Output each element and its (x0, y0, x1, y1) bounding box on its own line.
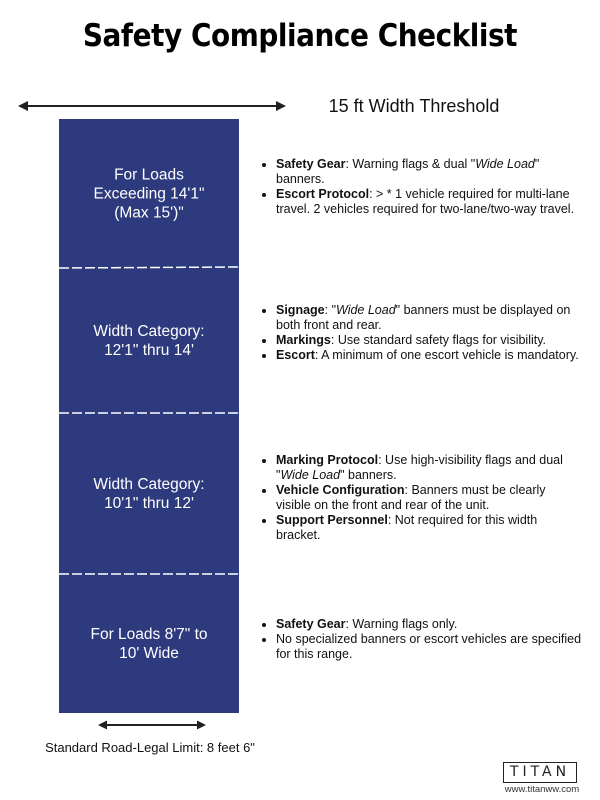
tier-segment-2 (59, 269, 239, 413)
requirement-item: • Escort Protocol: > * 1 vehicle required for multi-lane travel. 2 vehicles required for two-lane/two-way travel. (276, 187, 582, 217)
page-title: Safety Compliance Checklist (82, 18, 518, 54)
requirement-item: • Markings: Use standard safety flags for visibility. (276, 333, 582, 348)
tier-requirements-3 (262, 453, 582, 543)
titan-logo: TITAN (503, 762, 577, 783)
width-threshold-label: 15 ft Width Threshold (328, 96, 500, 116)
requirement-item: • Escort: A minimum of one escort vehicle is mandatory. (276, 348, 582, 363)
tier-requirements-2 (262, 303, 582, 363)
tier-label-4: For Loads 8'7" to 10' Wide (90, 625, 208, 662)
legal-limit-label: Standard Road-Legal Limit: 8 feet 6" (45, 740, 255, 755)
width-tier-column (59, 119, 239, 713)
tier-label-2: Width Category: 12'1" thru 14' (93, 323, 205, 359)
tier-requirements-1 (262, 157, 582, 217)
website-url[interactable]: www.titanww.com (504, 784, 580, 795)
requirement-item: • Support Personnel: Not required for this width bracket. (276, 513, 582, 543)
tier-segment-1 (59, 119, 239, 269)
legal-limit-arrow (98, 718, 206, 732)
requirement-item: • Signage: "Wide Load" banners must be displayed on both front and rear. (276, 303, 582, 333)
requirement-item: • Marking Protocol: Use high-visibility flags and dual "Wide Load" banners. (276, 453, 582, 483)
width-threshold-arrow (18, 98, 286, 114)
tier-label-3: Width Category: 10'1" thru 12' (93, 475, 205, 512)
tier-requirements-4 (262, 617, 582, 662)
requirement-item: • No specialized banners or escort vehicles are specified for this range. (276, 632, 582, 662)
requirement-item: • Vehicle Configuration: Banners must be clearly visible on the front and rear of the unit. (276, 483, 582, 513)
tier-segment-3 (59, 413, 239, 574)
requirement-item: • Safety Gear: Warning flags & dual "Wide Load" banners. (276, 157, 582, 187)
tier-label-1: For Loads Exceeding 14'1" (Max 15')" (93, 166, 205, 222)
requirement-item: • Safety Gear: Warning flags only. (276, 617, 582, 632)
tier-segment-4 (59, 574, 239, 713)
